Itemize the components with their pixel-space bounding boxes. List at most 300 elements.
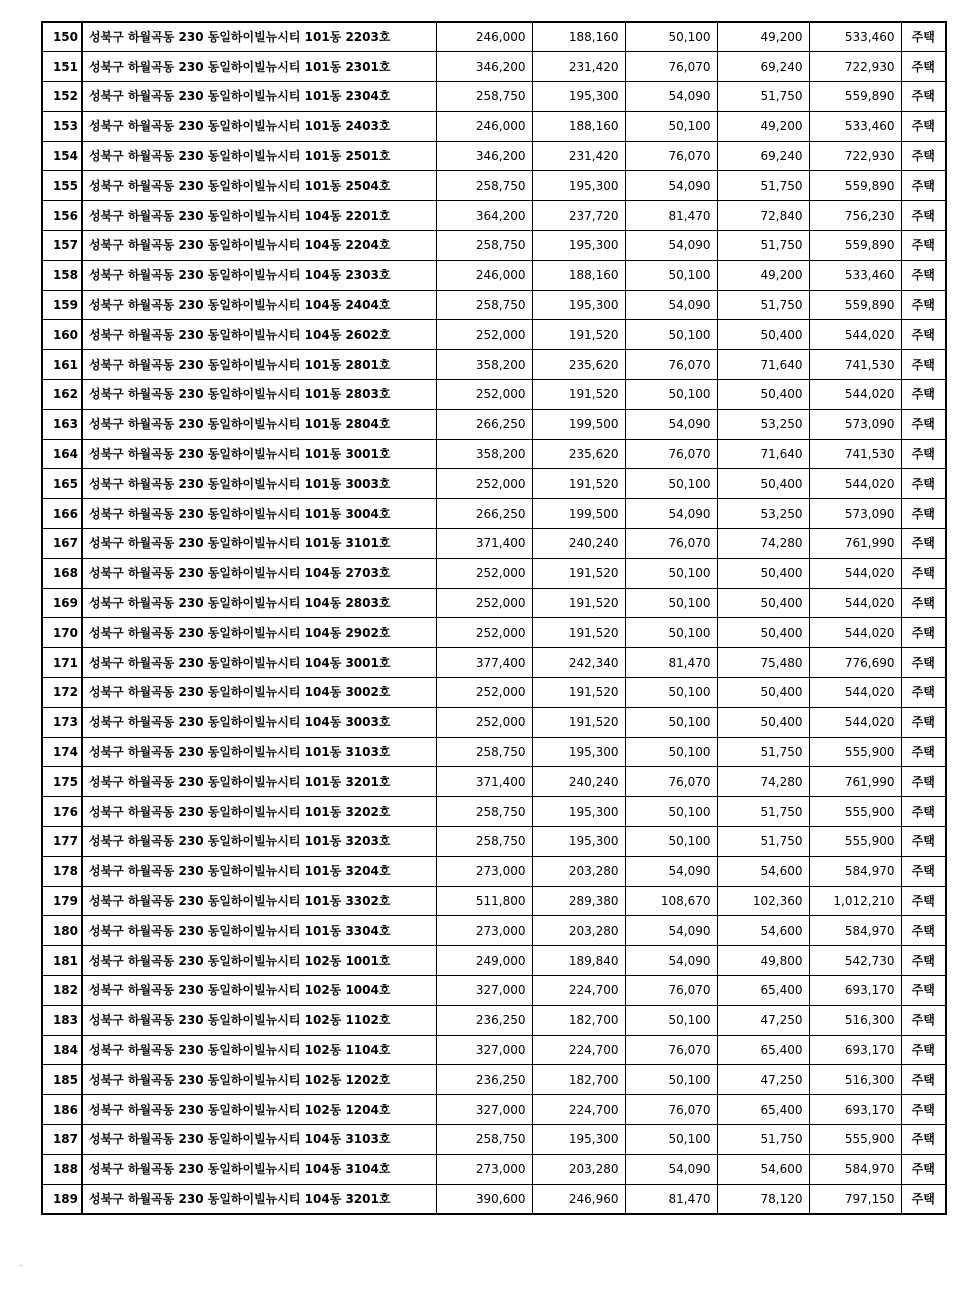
address-cell: 성북구 하월곡동 230 동일하이빌뉴시티 101동 3204호	[82, 856, 436, 886]
row-number: 179	[42, 886, 82, 916]
value-cell-1: 246,000	[436, 260, 532, 290]
value-cell-1: 252,000	[436, 618, 532, 648]
total-cell: 544,020	[809, 678, 901, 708]
address-cell: 성북구 하월곡동 230 동일하이빌뉴시티 102동 1204호	[82, 1095, 436, 1125]
value-cell-4: 51,750	[717, 797, 809, 827]
type-cell: 주택	[901, 856, 946, 886]
type-cell: 주택	[901, 231, 946, 261]
type-cell: 주택	[901, 1154, 946, 1184]
value-cell-3: 54,090	[625, 916, 717, 946]
total-cell: 559,890	[809, 231, 901, 261]
value-cell-4: 69,240	[717, 141, 809, 171]
value-cell-4: 71,640	[717, 350, 809, 380]
table-row	[42, 916, 946, 946]
total-cell: 544,020	[809, 558, 901, 588]
row-number: 160	[42, 320, 82, 350]
table-row	[42, 111, 946, 141]
value-cell-2: 188,160	[532, 111, 625, 141]
value-cell-2: 191,520	[532, 469, 625, 499]
total-cell: 761,990	[809, 767, 901, 797]
value-cell-1: 390,600	[436, 1184, 532, 1214]
value-cell-3: 50,100	[625, 469, 717, 499]
type-cell: 주택	[901, 260, 946, 290]
value-cell-1: 252,000	[436, 469, 532, 499]
value-cell-3: 76,070	[625, 141, 717, 171]
row-number: 154	[42, 141, 82, 171]
row-number: 166	[42, 499, 82, 529]
value-cell-4: 51,750	[717, 82, 809, 112]
value-cell-4: 51,750	[717, 231, 809, 261]
value-cell-3: 50,100	[625, 260, 717, 290]
row-number: 177	[42, 827, 82, 857]
row-number: 176	[42, 797, 82, 827]
value-cell-4: 102,360	[717, 886, 809, 916]
value-cell-4: 50,400	[717, 469, 809, 499]
table-row	[42, 52, 946, 82]
total-cell: 533,460	[809, 111, 901, 141]
table-row	[42, 1124, 946, 1154]
value-cell-4: 74,280	[717, 529, 809, 559]
value-cell-1: 346,200	[436, 52, 532, 82]
value-cell-3: 50,100	[625, 111, 717, 141]
value-cell-1: 377,400	[436, 648, 532, 678]
total-cell: 741,530	[809, 350, 901, 380]
total-cell: 516,300	[809, 1065, 901, 1095]
value-cell-2: 191,520	[532, 618, 625, 648]
type-cell: 주택	[901, 827, 946, 857]
value-cell-1: 236,250	[436, 1065, 532, 1095]
value-cell-4: 78,120	[717, 1184, 809, 1214]
address-cell: 성북구 하월곡동 230 동일하이빌뉴시티 104동 2204호	[82, 231, 436, 261]
total-cell: 555,900	[809, 1124, 901, 1154]
type-cell: 주택	[901, 976, 946, 1006]
value-cell-3: 76,070	[625, 350, 717, 380]
type-cell: 주택	[901, 1065, 946, 1095]
type-cell: 주택	[901, 529, 946, 559]
value-cell-3: 54,090	[625, 856, 717, 886]
value-cell-2: 189,840	[532, 946, 625, 976]
table-row	[42, 380, 946, 410]
type-cell: 주택	[901, 1005, 946, 1035]
value-cell-3: 76,070	[625, 529, 717, 559]
table-row	[42, 946, 946, 976]
table-row	[42, 976, 946, 1006]
row-number: 183	[42, 1005, 82, 1035]
type-cell: 주택	[901, 916, 946, 946]
value-cell-1: 266,250	[436, 499, 532, 529]
address-cell: 성북구 하월곡동 230 동일하이빌뉴시티 104동 3003호	[82, 707, 436, 737]
value-cell-2: 246,960	[532, 1184, 625, 1214]
address-cell: 성북구 하월곡동 230 동일하이빌뉴시티 101동 3101호	[82, 529, 436, 559]
total-cell: 776,690	[809, 648, 901, 678]
value-cell-4: 47,250	[717, 1005, 809, 1035]
table-row	[42, 1005, 946, 1035]
value-cell-3: 50,100	[625, 618, 717, 648]
address-cell: 성북구 하월곡동 230 동일하이빌뉴시티 101동 2301호	[82, 52, 436, 82]
value-cell-1: 258,750	[436, 1124, 532, 1154]
type-cell: 주택	[901, 797, 946, 827]
value-cell-2: 195,300	[532, 737, 625, 767]
row-number: 178	[42, 856, 82, 886]
total-cell: 544,020	[809, 469, 901, 499]
row-number: 184	[42, 1035, 82, 1065]
address-cell: 성북구 하월곡동 230 동일하이빌뉴시티 101동 2803호	[82, 380, 436, 410]
value-cell-2: 195,300	[532, 1124, 625, 1154]
value-cell-4: 65,400	[717, 1095, 809, 1125]
value-cell-3: 54,090	[625, 171, 717, 201]
total-cell: 573,090	[809, 499, 901, 529]
address-cell: 성북구 하월곡동 230 동일하이빌뉴시티 101동 2504호	[82, 171, 436, 201]
row-number: 186	[42, 1095, 82, 1125]
table-row	[42, 171, 946, 201]
type-cell: 주택	[901, 469, 946, 499]
value-cell-1: 236,250	[436, 1005, 532, 1035]
address-cell: 성북구 하월곡동 230 동일하이빌뉴시티 104동 2404호	[82, 290, 436, 320]
total-cell: 722,930	[809, 141, 901, 171]
value-cell-3: 76,070	[625, 1095, 717, 1125]
row-number: 185	[42, 1065, 82, 1095]
type-cell: 주택	[901, 588, 946, 618]
value-cell-1: 252,000	[436, 380, 532, 410]
row-number: 181	[42, 946, 82, 976]
total-cell: 544,020	[809, 380, 901, 410]
value-cell-2: 191,520	[532, 588, 625, 618]
value-cell-2: 199,500	[532, 409, 625, 439]
type-cell: 주택	[901, 350, 946, 380]
type-cell: 주택	[901, 141, 946, 171]
table-row	[42, 1065, 946, 1095]
total-cell: 555,900	[809, 797, 901, 827]
value-cell-2: 224,700	[532, 1095, 625, 1125]
total-cell: 584,970	[809, 856, 901, 886]
row-number: 169	[42, 588, 82, 618]
value-cell-4: 51,750	[717, 171, 809, 201]
value-cell-3: 81,470	[625, 1184, 717, 1214]
value-cell-4: 49,800	[717, 946, 809, 976]
address-cell: 성북구 하월곡동 230 동일하이빌뉴시티 104동 2803호	[82, 588, 436, 618]
value-cell-4: 65,400	[717, 1035, 809, 1065]
value-cell-1: 327,000	[436, 976, 532, 1006]
value-cell-1: 258,750	[436, 737, 532, 767]
total-cell: 555,900	[809, 827, 901, 857]
table-row	[42, 767, 946, 797]
row-number: 182	[42, 976, 82, 1006]
value-cell-2: 188,160	[532, 260, 625, 290]
row-number: 173	[42, 707, 82, 737]
total-cell: 584,970	[809, 1154, 901, 1184]
address-cell: 성북구 하월곡동 230 동일하이빌뉴시티 104동 2703호	[82, 558, 436, 588]
total-cell: 544,020	[809, 707, 901, 737]
total-cell: 559,890	[809, 82, 901, 112]
row-number: 189	[42, 1184, 82, 1214]
type-cell: 주택	[901, 201, 946, 231]
type-cell: 주택	[901, 409, 946, 439]
address-cell: 성북구 하월곡동 230 동일하이빌뉴시티 101동 3001호	[82, 439, 436, 469]
type-cell: 주택	[901, 52, 946, 82]
value-cell-2: 195,300	[532, 797, 625, 827]
type-cell: 주택	[901, 1184, 946, 1214]
table-row	[42, 141, 946, 171]
row-number: 174	[42, 737, 82, 767]
table-row	[42, 320, 946, 350]
table-row	[42, 737, 946, 767]
row-number: 180	[42, 916, 82, 946]
address-cell: 성북구 하월곡동 230 동일하이빌뉴시티 101동 2804호	[82, 409, 436, 439]
value-cell-2: 235,620	[532, 439, 625, 469]
value-cell-1: 511,800	[436, 886, 532, 916]
value-cell-3: 50,100	[625, 1124, 717, 1154]
total-cell: 756,230	[809, 201, 901, 231]
value-cell-4: 71,640	[717, 439, 809, 469]
table-row	[42, 82, 946, 112]
value-cell-3: 76,070	[625, 52, 717, 82]
address-cell: 성북구 하월곡동 230 동일하이빌뉴시티 101동 2304호	[82, 82, 436, 112]
type-cell: 주택	[901, 1035, 946, 1065]
value-cell-4: 49,200	[717, 260, 809, 290]
total-cell: 533,460	[809, 260, 901, 290]
value-cell-4: 47,250	[717, 1065, 809, 1095]
value-cell-2: 231,420	[532, 141, 625, 171]
value-cell-2: 231,420	[532, 52, 625, 82]
address-cell: 성북구 하월곡동 230 동일하이빌뉴시티 102동 1202호	[82, 1065, 436, 1095]
value-cell-3: 54,090	[625, 290, 717, 320]
value-cell-4: 49,200	[717, 111, 809, 141]
value-cell-1: 246,000	[436, 22, 532, 52]
type-cell: 주택	[901, 767, 946, 797]
type-cell: 주택	[901, 111, 946, 141]
table-row	[42, 22, 946, 52]
value-cell-3: 76,070	[625, 976, 717, 1006]
table-row	[42, 886, 946, 916]
value-cell-1: 258,750	[436, 171, 532, 201]
value-cell-2: 237,720	[532, 201, 625, 231]
table-row	[42, 1035, 946, 1065]
address-cell: 성북구 하월곡동 230 동일하이빌뉴시티 101동 3004호	[82, 499, 436, 529]
address-cell: 성북구 하월곡동 230 동일하이빌뉴시티 101동 2501호	[82, 141, 436, 171]
value-cell-4: 51,750	[717, 1124, 809, 1154]
address-cell: 성북구 하월곡동 230 동일하이빌뉴시티 101동 2203호	[82, 22, 436, 52]
table-row	[42, 260, 946, 290]
row-number: 157	[42, 231, 82, 261]
table-row	[42, 350, 946, 380]
value-cell-4: 54,600	[717, 1154, 809, 1184]
total-cell: 544,020	[809, 320, 901, 350]
type-cell: 주택	[901, 946, 946, 976]
value-cell-4: 49,200	[717, 22, 809, 52]
type-cell: 주택	[901, 171, 946, 201]
value-cell-4: 65,400	[717, 976, 809, 1006]
value-cell-1: 358,200	[436, 350, 532, 380]
total-cell: 584,970	[809, 916, 901, 946]
table-row	[42, 1095, 946, 1125]
value-cell-1: 249,000	[436, 946, 532, 976]
value-cell-3: 50,100	[625, 1005, 717, 1035]
type-cell: 주택	[901, 707, 946, 737]
address-cell: 성북구 하월곡동 230 동일하이빌뉴시티 101동 3201호	[82, 767, 436, 797]
type-cell: 주택	[901, 82, 946, 112]
value-cell-2: 188,160	[532, 22, 625, 52]
value-cell-2: 195,300	[532, 82, 625, 112]
row-number: 164	[42, 439, 82, 469]
value-cell-3: 76,070	[625, 767, 717, 797]
value-cell-3: 76,070	[625, 439, 717, 469]
value-cell-3: 81,470	[625, 201, 717, 231]
value-cell-4: 50,400	[717, 588, 809, 618]
type-cell: 주택	[901, 618, 946, 648]
row-number: 153	[42, 111, 82, 141]
type-cell: 주택	[901, 439, 946, 469]
value-cell-1: 258,750	[436, 82, 532, 112]
total-cell: 559,890	[809, 171, 901, 201]
row-number: 150	[42, 22, 82, 52]
type-cell: 주택	[901, 737, 946, 767]
value-cell-1: 252,000	[436, 678, 532, 708]
value-cell-4: 75,480	[717, 648, 809, 678]
type-cell: 주택	[901, 22, 946, 52]
value-cell-1: 273,000	[436, 1154, 532, 1184]
address-cell: 성북구 하월곡동 230 동일하이빌뉴시티 102동 1001호	[82, 946, 436, 976]
value-cell-1: 273,000	[436, 856, 532, 886]
value-cell-2: 199,500	[532, 499, 625, 529]
address-cell: 성북구 하월곡동 230 동일하이빌뉴시티 104동 3103호	[82, 1124, 436, 1154]
value-cell-4: 50,400	[717, 320, 809, 350]
total-cell: 722,930	[809, 52, 901, 82]
table-row	[42, 678, 946, 708]
row-number: 163	[42, 409, 82, 439]
row-number: 161	[42, 350, 82, 380]
value-cell-4: 51,750	[717, 290, 809, 320]
address-cell: 성북구 하월곡동 230 동일하이빌뉴시티 101동 3203호	[82, 827, 436, 857]
value-cell-4: 53,250	[717, 409, 809, 439]
value-cell-1: 358,200	[436, 439, 532, 469]
address-cell: 성북구 하월곡동 230 동일하이빌뉴시티 101동 3304호	[82, 916, 436, 946]
type-cell: 주택	[901, 290, 946, 320]
table-row	[42, 1184, 946, 1214]
value-cell-3: 54,090	[625, 82, 717, 112]
value-cell-2: 242,340	[532, 648, 625, 678]
value-cell-2: 195,300	[532, 827, 625, 857]
table-row	[42, 409, 946, 439]
value-cell-1: 258,750	[436, 827, 532, 857]
value-cell-3: 76,070	[625, 1035, 717, 1065]
value-cell-4: 50,400	[717, 558, 809, 588]
value-cell-2: 182,700	[532, 1065, 625, 1095]
address-cell: 성북구 하월곡동 230 동일하이빌뉴시티 102동 1104호	[82, 1035, 436, 1065]
address-cell: 성북구 하월곡동 230 동일하이빌뉴시티 104동 3002호	[82, 678, 436, 708]
value-cell-1: 246,000	[436, 111, 532, 141]
row-number: 167	[42, 529, 82, 559]
address-cell: 성북구 하월곡동 230 동일하이빌뉴시티 104동 3001호	[82, 648, 436, 678]
value-cell-1: 273,000	[436, 916, 532, 946]
value-cell-1: 346,200	[436, 141, 532, 171]
row-number: 152	[42, 82, 82, 112]
total-cell: 741,530	[809, 439, 901, 469]
value-cell-1: 252,000	[436, 558, 532, 588]
row-number: 172	[42, 678, 82, 708]
row-number: 151	[42, 52, 82, 82]
value-cell-2: 191,520	[532, 678, 625, 708]
total-cell: 544,020	[809, 588, 901, 618]
type-cell: 주택	[901, 320, 946, 350]
table-body	[42, 22, 946, 1214]
value-cell-1: 252,000	[436, 707, 532, 737]
value-cell-2: 195,300	[532, 231, 625, 261]
row-number: 175	[42, 767, 82, 797]
table-row	[42, 856, 946, 886]
table-row	[42, 499, 946, 529]
value-cell-2: 191,520	[532, 320, 625, 350]
value-cell-2: 191,520	[532, 558, 625, 588]
value-cell-4: 51,750	[717, 737, 809, 767]
row-number: 165	[42, 469, 82, 499]
value-cell-2: 191,520	[532, 380, 625, 410]
value-cell-3: 54,090	[625, 1154, 717, 1184]
tax-table	[41, 21, 947, 1215]
type-cell: 주택	[901, 558, 946, 588]
value-cell-2: 235,620	[532, 350, 625, 380]
value-cell-1: 258,750	[436, 290, 532, 320]
address-cell: 성북구 하월곡동 230 동일하이빌뉴시티 104동 2902호	[82, 618, 436, 648]
total-cell: 544,020	[809, 618, 901, 648]
value-cell-3: 50,100	[625, 737, 717, 767]
row-number: 188	[42, 1154, 82, 1184]
value-cell-2: 195,300	[532, 171, 625, 201]
value-cell-3: 50,100	[625, 707, 717, 737]
table-row	[42, 201, 946, 231]
table-row	[42, 648, 946, 678]
value-cell-2: 203,280	[532, 916, 625, 946]
total-cell: 693,170	[809, 1035, 901, 1065]
row-number: 159	[42, 290, 82, 320]
address-cell: 성북구 하월곡동 230 동일하이빌뉴시티 104동 3201호	[82, 1184, 436, 1214]
row-number: 171	[42, 648, 82, 678]
address-cell: 성북구 하월곡동 230 동일하이빌뉴시티 101동 2403호	[82, 111, 436, 141]
value-cell-4: 69,240	[717, 52, 809, 82]
type-cell: 주택	[901, 380, 946, 410]
value-cell-3: 54,090	[625, 409, 717, 439]
address-cell: 성북구 하월곡동 230 동일하이빌뉴시티 104동 2602호	[82, 320, 436, 350]
row-number: 168	[42, 558, 82, 588]
value-cell-3: 50,100	[625, 827, 717, 857]
row-number: 162	[42, 380, 82, 410]
table-row	[42, 469, 946, 499]
value-cell-1: 327,000	[436, 1035, 532, 1065]
row-number: 170	[42, 618, 82, 648]
page-mark: -	[20, 1262, 23, 1269]
value-cell-3: 54,090	[625, 231, 717, 261]
address-cell: 성북구 하월곡동 230 동일하이빌뉴시티 104동 2201호	[82, 201, 436, 231]
address-cell: 성북구 하월곡동 230 동일하이빌뉴시티 101동 3003호	[82, 469, 436, 499]
value-cell-2: 182,700	[532, 1005, 625, 1035]
address-cell: 성북구 하월곡동 230 동일하이빌뉴시티 102동 1102호	[82, 1005, 436, 1035]
table-row	[42, 797, 946, 827]
value-cell-2: 195,300	[532, 290, 625, 320]
address-cell: 성북구 하월곡동 230 동일하이빌뉴시티 101동 3302호	[82, 886, 436, 916]
table-row	[42, 827, 946, 857]
total-cell: 533,460	[809, 22, 901, 52]
table-row	[42, 439, 946, 469]
value-cell-2: 240,240	[532, 529, 625, 559]
value-cell-1: 258,750	[436, 797, 532, 827]
address-cell: 성북구 하월곡동 230 동일하이빌뉴시티 104동 3104호	[82, 1154, 436, 1184]
address-cell: 성북구 하월곡동 230 동일하이빌뉴시티 102동 1004호	[82, 976, 436, 1006]
value-cell-1: 266,250	[436, 409, 532, 439]
value-cell-3: 50,100	[625, 588, 717, 618]
total-cell: 573,090	[809, 409, 901, 439]
value-cell-2: 224,700	[532, 1035, 625, 1065]
address-cell: 성북구 하월곡동 230 동일하이빌뉴시티 101동 3202호	[82, 797, 436, 827]
value-cell-4: 53,250	[717, 499, 809, 529]
